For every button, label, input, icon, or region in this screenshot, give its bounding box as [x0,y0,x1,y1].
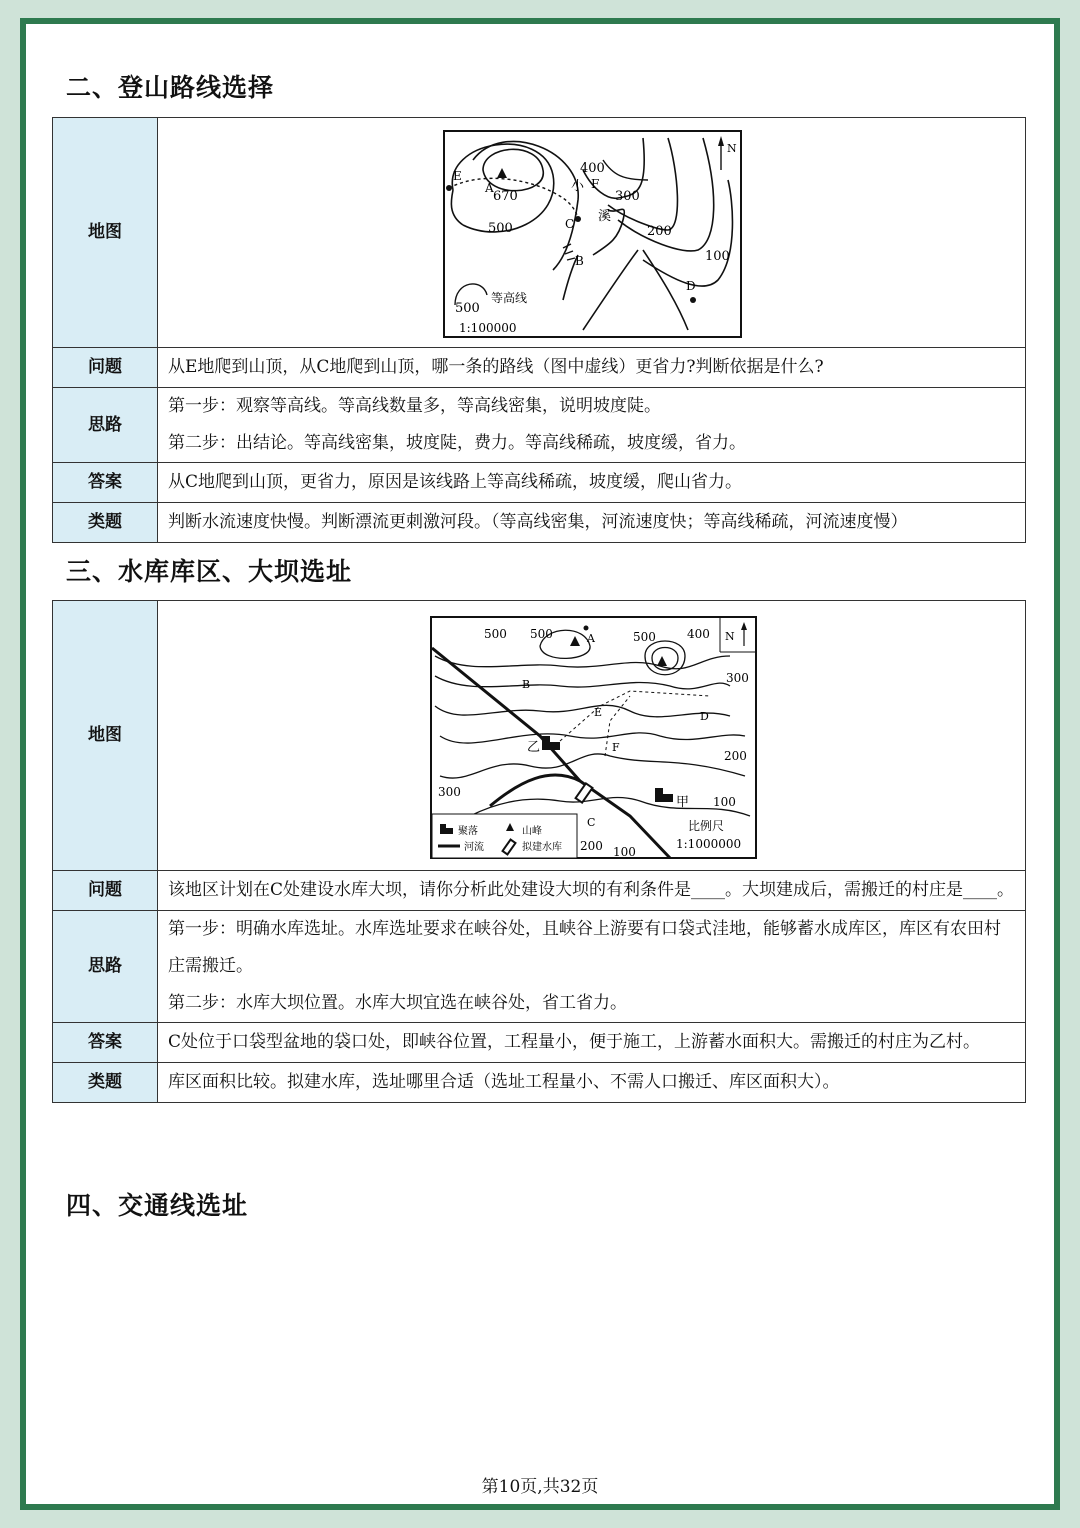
map-scale: 1:1000000 [676,836,742,851]
row-label-approach: 思路 [53,388,158,463]
contour-label: 500 [633,629,656,644]
row-label-similar: 类题 [53,503,158,543]
answer-text: 从C地爬到山顶，更省力，原因是该线路上等高线稀疏，坡度缓，爬山省力。 [158,463,1026,503]
row-label-similar: 类题 [53,1063,158,1103]
river-label: 小 [571,178,585,194]
river-label: 溪 [598,208,612,224]
contour-label: 300 [615,188,640,204]
contour-label: 100 [613,844,636,859]
point-label-c: C [565,216,575,231]
approach-step: 第一步：观察等高线。等高线数量多，等高线密集，说明坡度陡。 [168,396,661,416]
contour-label: 400 [580,160,605,176]
map-cell [158,601,1026,871]
contour-label: 200 [580,838,603,853]
contour-label: 100 [713,794,736,809]
approach-step: 第一步：明确水库选址。水库选址要求在峡谷处，且峡谷上游要有口袋式洼地，能够蓄水成库区，库区有农田村庄需搬迁。 [168,919,1001,976]
village-label: 乙 [527,739,541,755]
north-label: N [725,629,735,643]
elevation-label: 670 [493,188,518,204]
legend-contour-value: 500 [455,300,480,316]
question-text: 该地区计划在C处建设水库大坝，请你分析此处建设大坝的有利条件是____。大坝建成后，需搬迁的村庄是____。 [158,871,1026,911]
point-label-e: E [453,168,462,183]
contour-label: 500 [530,626,553,641]
row-label-map: 地图 [53,118,158,348]
section-title: 二、登山路线选择 [66,73,275,102]
approach-step: 第二步：出结论。等高线密集，坡度陡，费力。等高线稀疏，坡度缓，省力。 [168,433,746,453]
question-text: 从E地爬到山顶，从C地爬到山顶，哪一条的路线（图中虚线）更省力?判断依据是什么? [158,348,1026,388]
knowledge-table-hiking [52,117,1026,543]
approach-cell [158,911,1026,1023]
point-label-c: C [587,815,596,829]
legend-item: 聚落 [458,825,478,837]
contour-label: 200 [724,748,747,763]
legend-contour-text: 等高线 [491,290,528,305]
row-label-map: 地图 [53,601,158,871]
point-label-a: A [485,180,494,195]
section-title: 三、水库库区、大坝选址 [66,557,353,586]
contour-map-reservoir [430,616,758,860]
point-label-d: D [686,278,696,293]
point-label-d: D [700,709,709,723]
map-cell [158,118,1026,348]
point-label-a: A [587,631,595,645]
approach-step: 第二步：水库大坝位置。水库大坝宜选在峡谷处，省工省力。 [168,993,627,1013]
row-label-answer: 答案 [53,463,158,503]
map-scale: 1:100000 [459,320,517,335]
point-label-b: B [575,253,584,268]
legend-item: 河流 [464,841,484,853]
point-label-e: E [594,705,603,719]
page-frame [20,18,1060,1510]
contour-label: 300 [726,670,749,685]
point-label-b: B [522,677,531,691]
knowledge-table-reservoir [52,600,1026,1103]
page [26,24,1054,1504]
contour-label: 500 [484,626,507,641]
page-number: 第10页,共32页 [481,1477,599,1497]
contour-map-hiking [443,130,743,340]
approach-cell [158,388,1026,463]
row-label-question: 问题 [53,871,158,911]
point-label-f: F [612,740,620,754]
north-label: N [727,141,737,155]
similar-text: 库区面积比较。拟建水库，选址哪里合适（选址工程量小、不需人口搬迁、库区面积大）。 [158,1063,1026,1103]
scale-title: 比例尺 [688,818,725,833]
contour-label: 500 [488,220,513,236]
contour-label: 400 [687,626,710,641]
contour-label: 100 [705,248,730,264]
legend-item: 山峰 [522,825,542,837]
legend-item: 拟建水库 [522,841,562,853]
contour-label: 300 [438,784,461,799]
section-title: 四、交通线选址 [66,1191,249,1220]
row-label-answer: 答案 [53,1023,158,1063]
row-label-approach: 思路 [53,911,158,1023]
answer-text: C处位于口袋型盆地的袋口处，即峡谷位置，工程量小，便于施工，上游蓄水面积大。需搬迁的村庄为乙村。 [158,1023,1026,1063]
similar-text: 判断水流速度快慢。判断漂流更刺激河段。（等高线密集，河流速度快；等高线稀疏，河流速度慢） [158,503,1026,543]
village-label: 甲 [676,794,690,810]
contour-label: 200 [647,223,672,239]
point-label-f: F [591,176,600,191]
row-label-question: 问题 [53,348,158,388]
